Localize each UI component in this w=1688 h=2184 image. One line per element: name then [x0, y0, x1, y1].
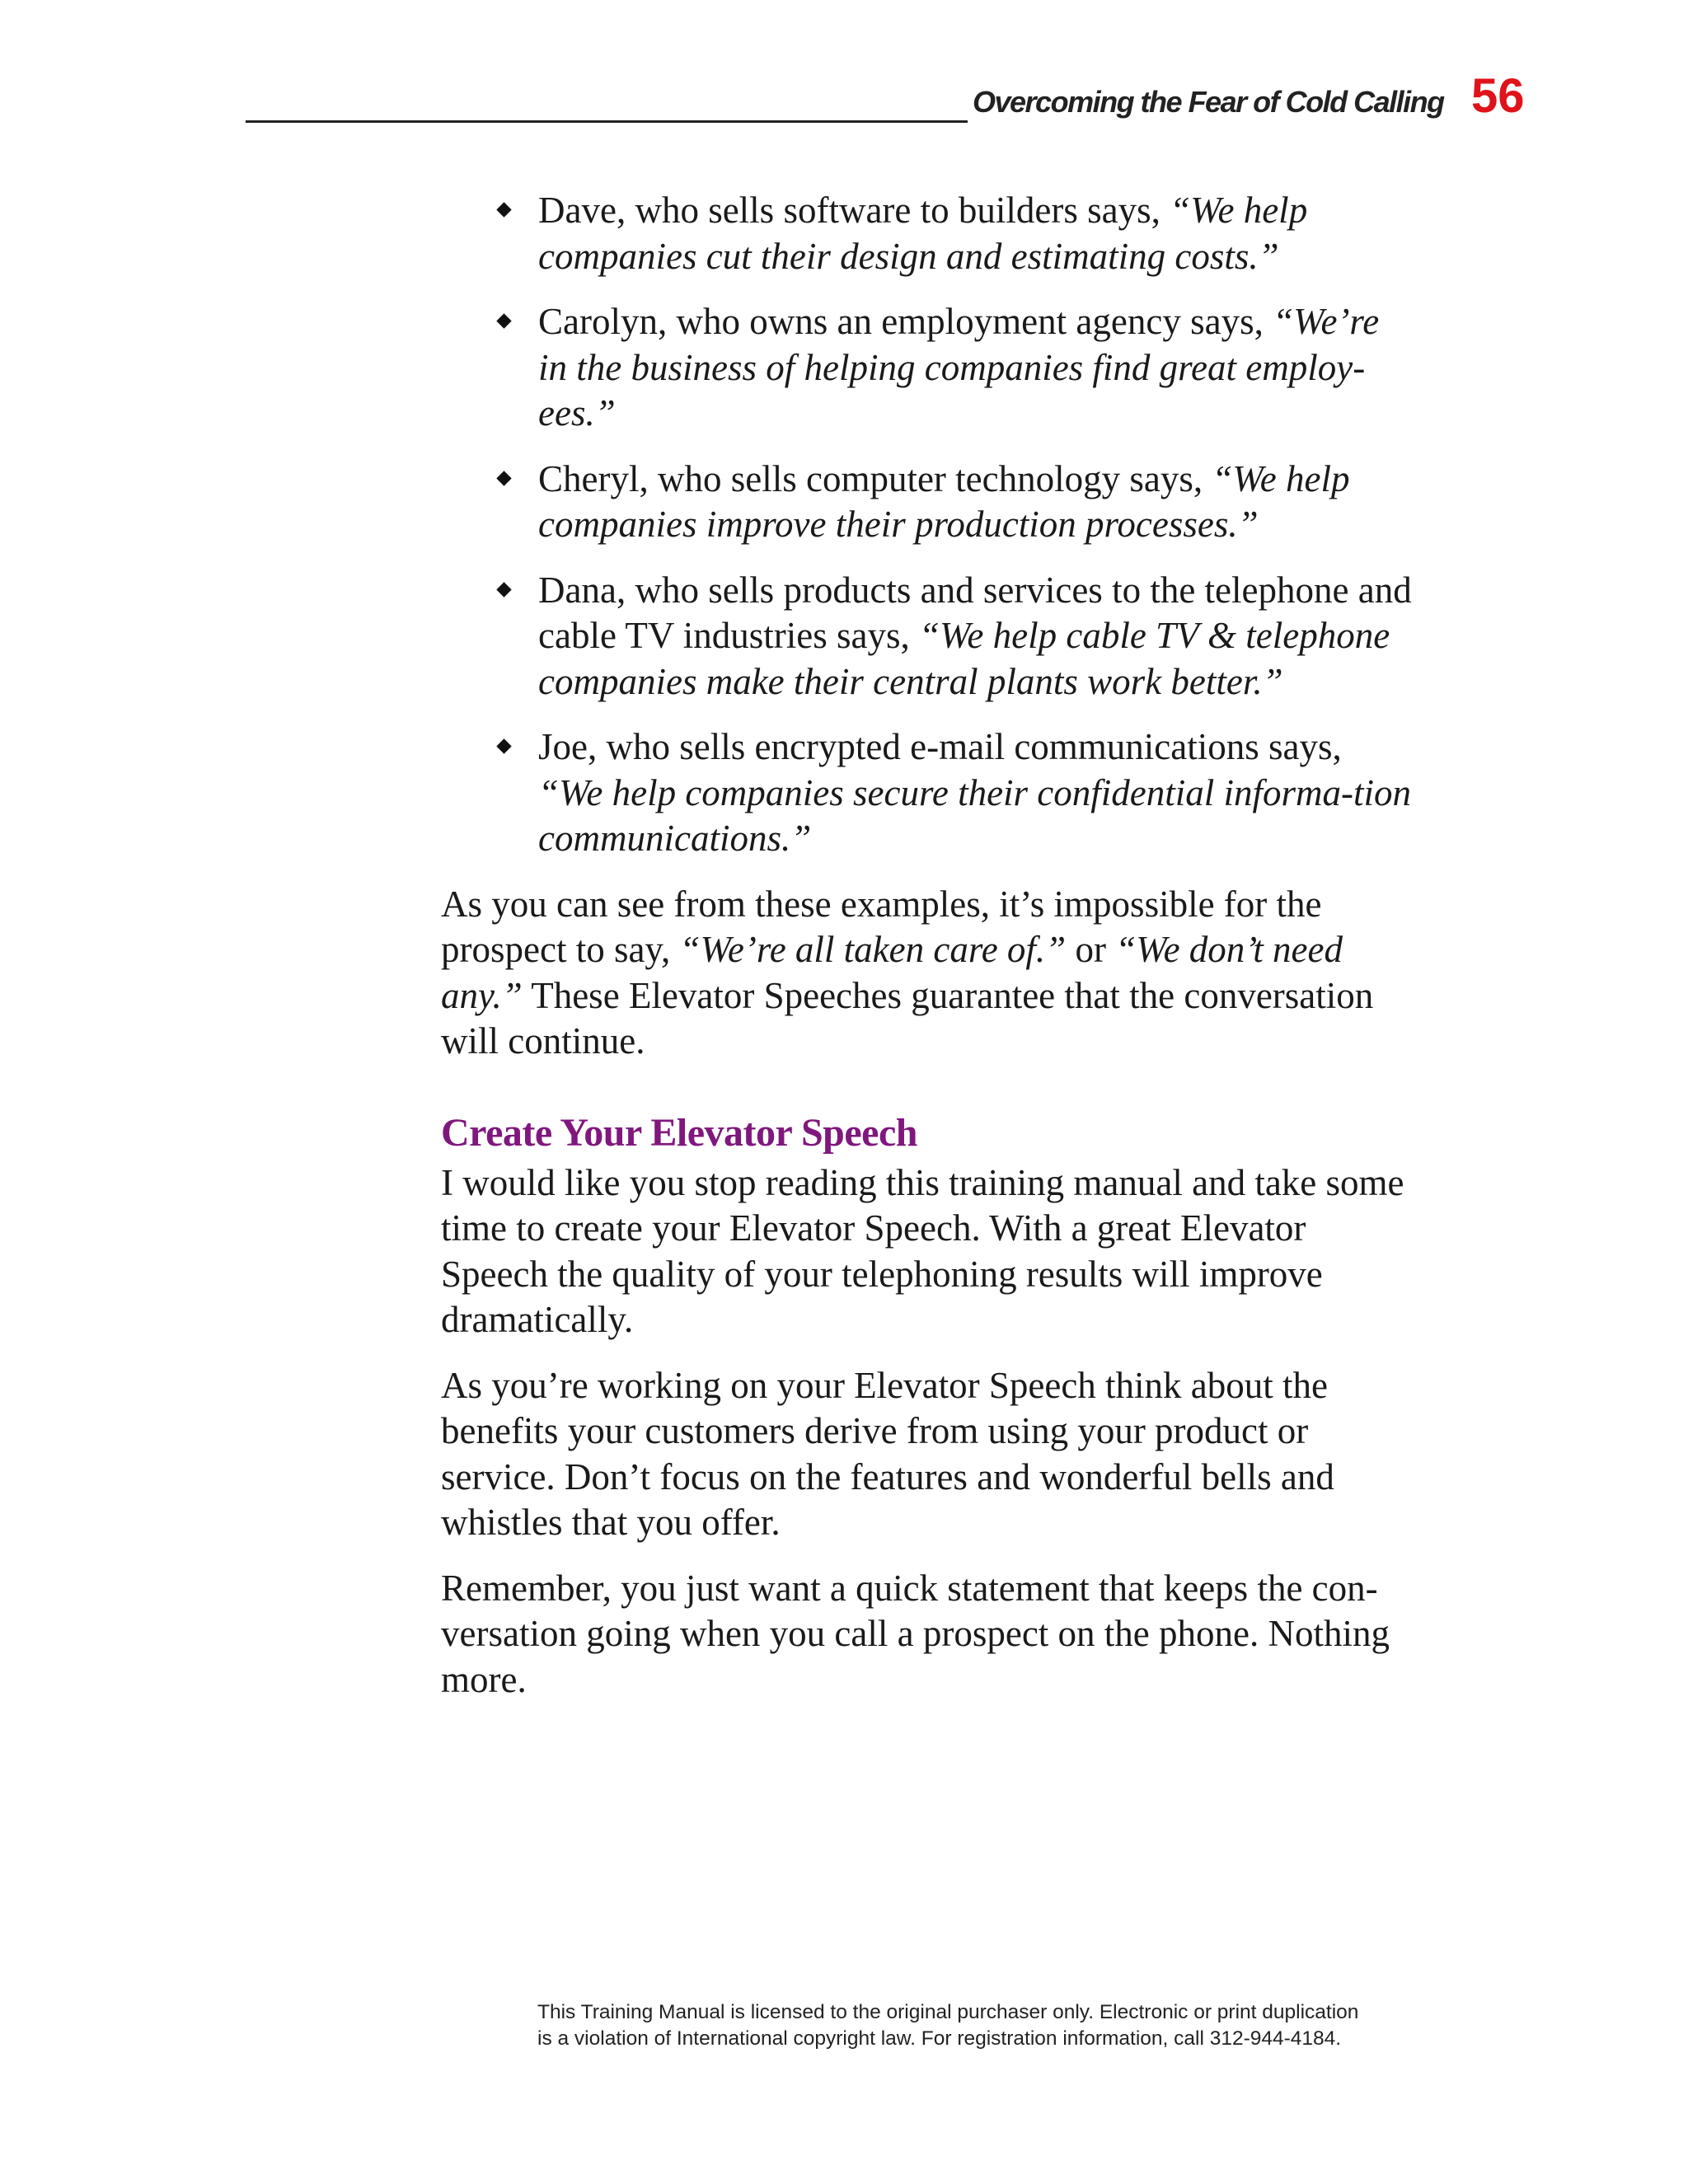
diamond-bullet-icon	[496, 471, 511, 485]
list-item	[441, 568, 1414, 705]
list-item	[441, 299, 1414, 437]
running-header-title: Overcoming the Fear of Cold Calling	[973, 85, 1444, 119]
page-number: 56	[1471, 69, 1525, 123]
summary-quote: “We don’t need any.”	[441, 929, 1343, 1016]
example-list	[441, 188, 1414, 862]
example-quote: “We help companies cut their design and estimating costs.”	[538, 190, 1308, 277]
diamond-bullet-icon	[496, 738, 511, 753]
diamond-bullet-icon	[496, 582, 511, 597]
example-lead: Carolyn, who owns an employment agency says,	[538, 301, 1273, 342]
list-item	[441, 457, 1414, 548]
example-quote: “We’re in the business of helping companies find great employ-ees.”	[538, 301, 1380, 434]
body-paragraph: I would like you stop reading this training manual and take some time to create your Elevator Speech. With a great Elevator Speech the quality of your telephoning results will improve dramatically.	[441, 1161, 1404, 1340]
summary-text: These Elevator Speeches guarantee that the conversation will continue.	[441, 974, 1374, 1062]
header-rule	[246, 120, 968, 123]
diamond-bullet-icon	[496, 313, 511, 328]
section-heading: Create Your Elevator Speech	[441, 1110, 917, 1155]
example-lead: Dana, who sells products and services to the telephone and cable TV industries says,	[538, 569, 1412, 656]
body-paragraph: As you’re working on your Elevator Speech think about the benefits your customers derive from using your product or service. Don’t focus on the features and wonderful bells and whistles that you offer.	[441, 1364, 1334, 1543]
diamond-bullet-icon	[496, 202, 511, 217]
example-lead: Cheryl, who sells computer technology says,	[538, 457, 1212, 499]
example-quote: “We help cable TV & telephone companies make their central plants work better.”	[538, 615, 1390, 702]
example-lead: Dave, who sells software to builders says,	[538, 190, 1170, 231]
summary-quote: “We’re all taken care of.”	[679, 929, 1067, 970]
list-item	[441, 188, 1414, 279]
example-quote: “We help companies secure their confidential informa-tion communications.”	[538, 771, 1412, 859]
footer-line: This Training Manual is licensed to the original purchaser only. Electronic or print duplication	[537, 2001, 1359, 2023]
list-item	[441, 724, 1414, 862]
page-body	[441, 188, 1414, 1722]
example-lead: Joe, who sells encrypted e-mail communications says,	[538, 726, 1342, 767]
summary-text: or	[1066, 929, 1116, 970]
footer-line: is a violation of International copyright law. For registration information, call 312-944-4184.	[537, 2027, 1342, 2050]
license-footer	[537, 1999, 1436, 2052]
summary-text: As you can see from these examples, it’s impossible for the prospect to say,	[441, 883, 1322, 970]
body-paragraph: Remember, you just want a quick statement that keeps the con-versation going when you call a prospect on the phone. Nothing more.	[441, 1567, 1390, 1700]
summary-paragraph	[441, 882, 1414, 1065]
example-quote: “We help companies improve their production processes.”	[538, 457, 1350, 545]
